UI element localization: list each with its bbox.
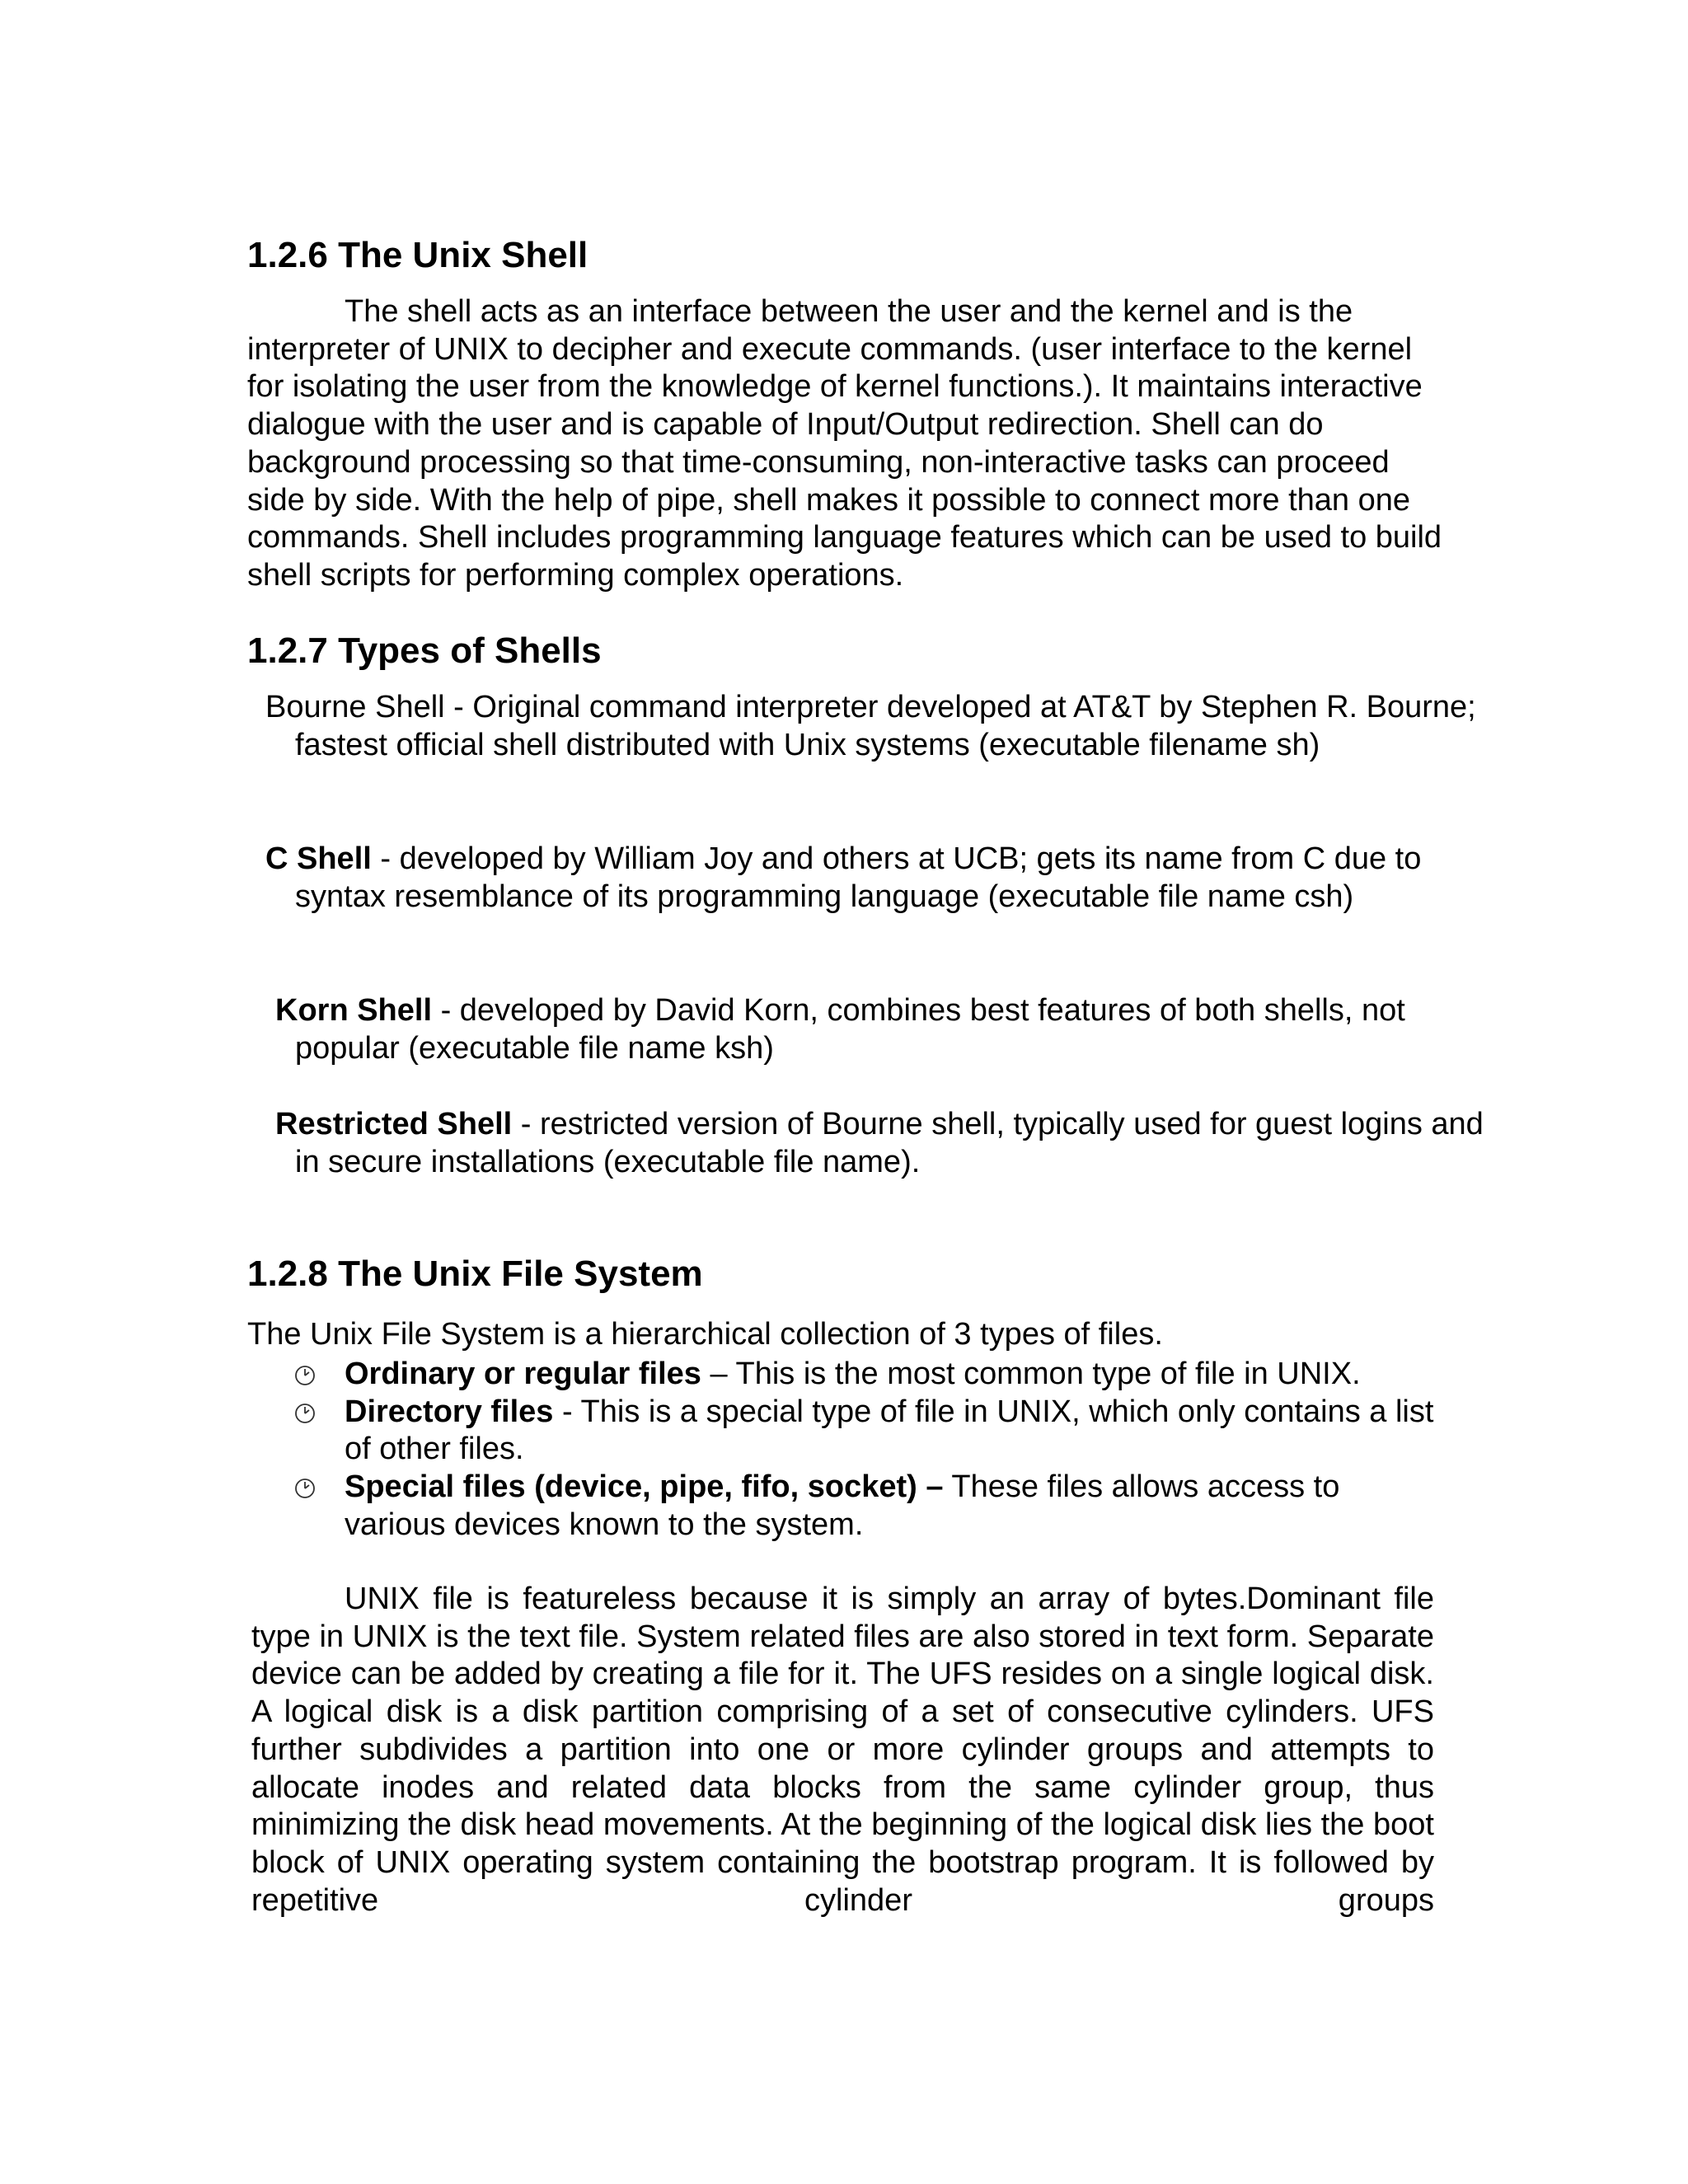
clock-bullet-icon	[294, 1478, 316, 1499]
file-types-list	[294, 1356, 1448, 1544]
paragraph-unix-file	[251, 1581, 1434, 1919]
shell-entry-korn	[275, 992, 1489, 1067]
file-system-intro: The Unix File System is a hierarchical collection of 3 types of files.	[247, 1317, 1163, 1352]
file-type-term: Directory files	[345, 1394, 554, 1429]
paragraph-unix-shell	[247, 293, 1442, 595]
clock-bullet-icon	[294, 1403, 316, 1424]
heading-unix-shell: 1.2.6 The Unix Shell	[247, 235, 588, 275]
shell-name: Restricted Shell	[275, 1107, 513, 1141]
file-type-description: These files allows access to various devices known to the system.	[345, 1469, 1340, 1542]
shell-name: C Shell	[265, 841, 372, 876]
paragraph-unix-shell-text: The shell acts as an interface between the user and the kernel and is the interpreter of UNIX to decipher and execute commands. (user interface to the kernel for isolating the user from the knowledge of kernel functions.). It maintains interactive dialogue with the user and is capable of Input/Output redirection. Shell can do background processing so that time-consuming, non-interactive tasks can proceed side by side. With the help of pipe, shell makes it possible to connect more than one commands. Shell includes programming language features which can be used to build shell scripts for performing complex operations.	[247, 294, 1442, 593]
file-type-term: Special files (device, pipe, fifo, socket) –	[345, 1469, 944, 1505]
file-type-term: Ordinary or regular files	[345, 1357, 701, 1391]
paragraph-unix-file-text: UNIX file is featureless because it is simply an array of bytes.Dominant file type in UNIX is the text file. System related files are also stored in text form. Separate device can be added by creating a file for it. The UFS resides on a single logical disk. A logical disk is a disk partition comprising of a set of consecutive cylinders. UFS further subdivides a partition into one or more cylinder groups and attempts to allocate inodes and related data blocks from the same cylinder group, thus minimizing the disk head movements. At the beginning of the logical disk lies the boot block of UNIX operating system containing the bootstrap program. It is followed by repetitive cylinder groups	[251, 1582, 1434, 1918]
shell-name: Korn Shell	[275, 993, 433, 1028]
shell-name: Bourne Shell	[265, 690, 445, 724]
shell-description: - developed by William Joy and others at UCB; gets its name from C due to syntax resemblance of its programming language (executable file name csh)	[295, 841, 1422, 914]
shell-entry-c	[265, 841, 1498, 916]
shell-entry-bourne	[265, 689, 1498, 764]
shell-entry-restricted	[275, 1106, 1489, 1181]
shell-description: - developed by David Korn, combines best features of both shells, not popular (executable file name ksh)	[295, 993, 1405, 1066]
list-item	[294, 1469, 1448, 1544]
heading-types-of-shells: 1.2.7 Types of Shells	[247, 630, 602, 671]
heading-unix-file-system: 1.2.8 The Unix File System	[247, 1254, 703, 1294]
list-item	[294, 1394, 1448, 1469]
list-item	[294, 1356, 1448, 1394]
shell-description: - restricted version of Bourne shell, typically used for guest logins and in secure installations (executable file name).	[295, 1107, 1484, 1179]
clock-bullet-icon	[294, 1365, 316, 1386]
file-type-description: – This is the most common type of file in UNIX.	[701, 1357, 1361, 1391]
shell-description: - Original command interpreter developed at AT&T by Stephen R. Bourne; fastest official shell distributed with Unix systems (executable filename sh)	[295, 690, 1476, 762]
file-type-description: - This is a special type of file in UNIX, which only contains a list of other files.	[345, 1394, 1434, 1467]
